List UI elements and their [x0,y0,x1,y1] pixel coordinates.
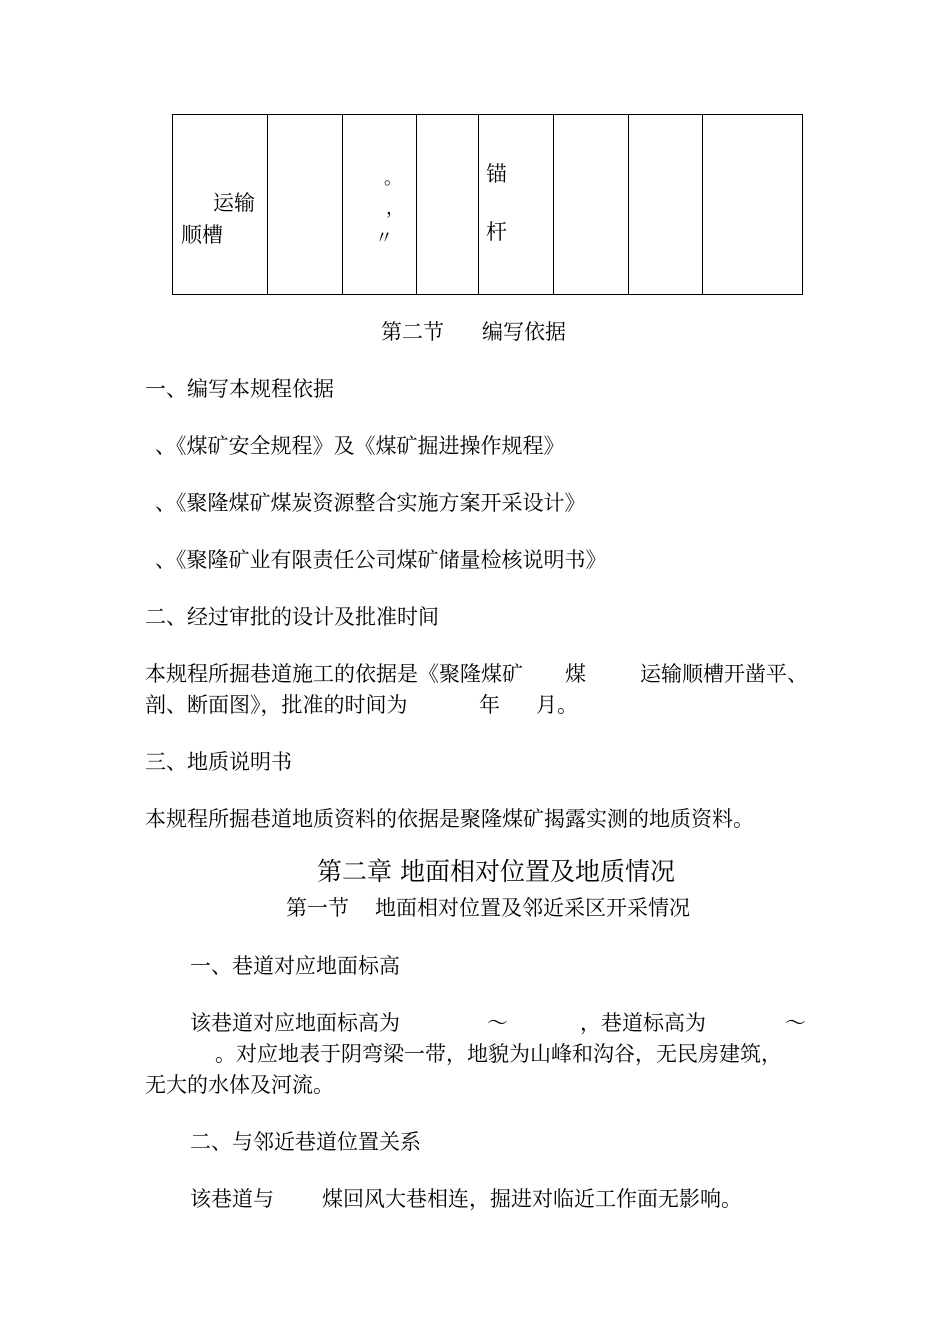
section-title: 编写依据 [482,320,566,344]
table-cell-support-line1: 锚 [486,162,507,186]
table-column-divider [553,115,554,294]
adjacent-text-a: 该巷道与 [190,1187,274,1211]
table-column-divider [267,115,268,294]
table-column-divider [416,115,417,294]
table-cell-name-line2: 顺槽 [181,223,223,247]
table-cell-angle-sec: 〃 [375,228,393,249]
table-cell-angle-min: ， [386,198,404,219]
basis-item-2: 、《聚隆煤矿煤炭资源整合实施方案开采设计》 [155,491,586,515]
table-column-divider [478,115,479,294]
geology-text: 本规程所掘巷道地质资料的依据是聚隆煤矿揭露实测的地质资料。 [145,807,754,831]
heading-basis: 一、编写本规程依据 [145,377,334,401]
heading-geology: 三、地质说明书 [145,750,292,774]
approval-text-c: 运输顺槽开凿平、 [640,662,808,686]
approval-text-a: 本规程所掘巷道施工的依据是《聚隆煤矿 [145,662,523,686]
approval-text-e: 年 [479,693,500,717]
table-column-divider [702,115,703,294]
heading-elevation: 一、巷道对应地面标高 [190,954,400,978]
table-cell-name-line1: 运输 [213,191,255,215]
elevation-text-c: ，巷道标高为 [580,1011,706,1035]
table-column-divider [342,115,343,294]
elevation-text-b: ～ [487,1011,508,1035]
elevation-text-e: 。对应地表于阴弯梁一带，地貌为山峰和沟谷，无民房建筑， [215,1042,782,1066]
approval-text-d: 剖、断面图》，批准的时间为 [145,693,408,717]
table-cell-support-line2: 杆 [486,220,507,244]
section-number: 第二节 [381,320,444,344]
parameter-table [172,114,803,295]
heading-approval: 二、经过审批的设计及批准时间 [145,605,439,629]
approval-text-f: 月。 [536,693,578,717]
heading-adjacent: 二、与邻近巷道位置关系 [190,1130,421,1154]
basis-item-1: 、《煤矿安全规程》及《煤矿掘进操作规程》 [155,434,565,458]
chapter-title: 第二章 地面相对位置及地质情况 [317,857,675,886]
elevation-text-d: ～ [785,1011,806,1035]
basis-item-3: 、《聚隆矿业有限责任公司煤矿储量检核说明书》 [155,548,607,572]
approval-text-b: 煤 [565,662,586,686]
chapter-section-title: 地面相对位置及邻近采区开采情况 [375,896,690,920]
elevation-text-f: 无大的水体及河流。 [145,1073,334,1097]
chapter-section-number: 第一节 [286,896,349,920]
elevation-text-a: 该巷道对应地面标高为 [190,1011,400,1035]
adjacent-text-b: 煤回风大巷相连，掘进对临近工作面无影响。 [322,1187,742,1211]
table-column-divider [628,115,629,294]
table-cell-angle-deg: 。 [384,168,402,189]
